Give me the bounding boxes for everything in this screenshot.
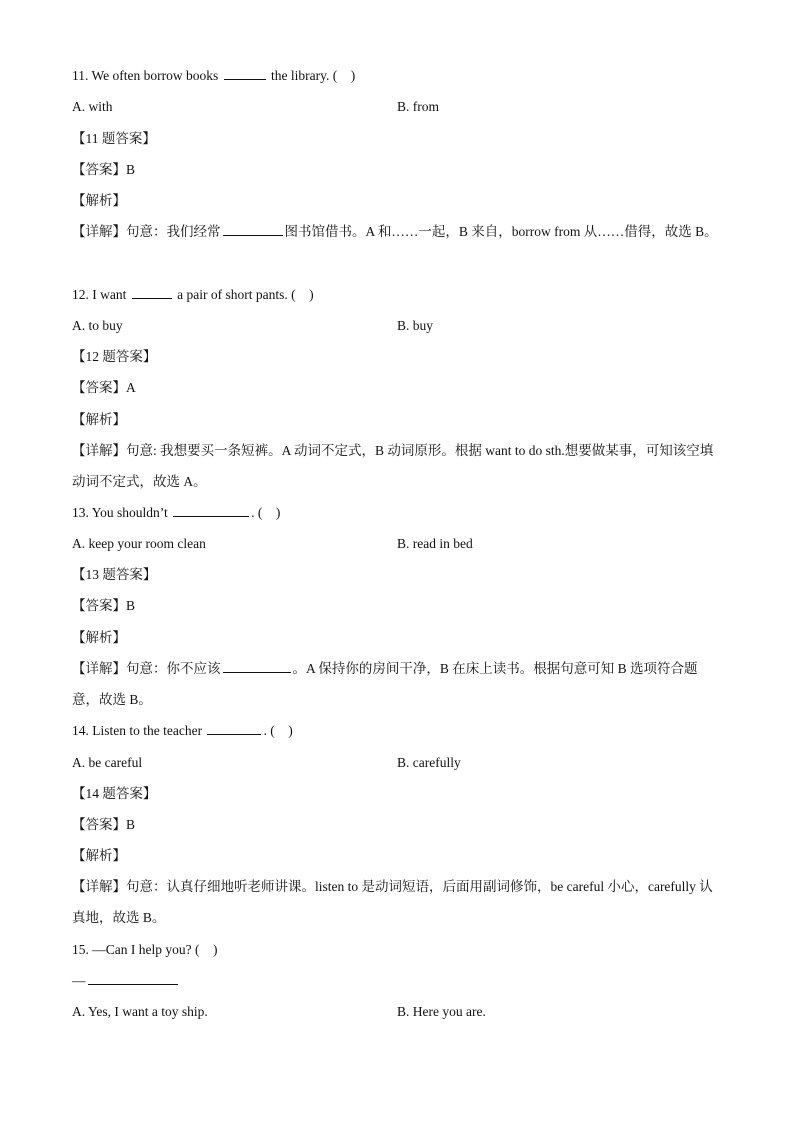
question-12-answer: 【答案】A <box>72 380 136 395</box>
question-14-option-a: A. be careful <box>72 755 143 770</box>
question-14-stem: 14. Listen to the teacher . ( ) <box>72 723 293 738</box>
question-13-stem: 13. You shouldn’t . ( ) <box>72 505 281 520</box>
answer-blank <box>223 223 283 236</box>
answer-blank <box>224 67 266 80</box>
question-12-analysis-label: 【解析】 <box>72 412 126 427</box>
question-15-stem: 15. —Can I help you? ( ) <box>72 942 218 957</box>
question-15-option-a: A. Yes, I want a toy ship. <box>72 1004 208 1019</box>
question-14-detail: 【详解】句意：认真仔细地听老师讲课。listen to 是动词短语，后面用副词修饰，be careful 小心，carefully 认真地，故选 B。 <box>72 879 713 925</box>
question-12-stem: 12. I want a pair of short pants. ( ) <box>72 287 314 302</box>
question-13-detail: 【详解】句意：你不应该 。A 保持你的房间干净，B 在床上读书。根据句意可知 B 选项符合题意，故选 B。 <box>72 661 698 707</box>
question-14-option-b: B. carefully <box>397 755 461 770</box>
question-13-analysis-label: 【解析】 <box>72 630 126 645</box>
answer-blank <box>207 722 261 735</box>
question-11-detail: 【详解】句意：我们经常 图书馆借书。A 和……一起，B 来自，borrow from 从……借得，故选 B。 <box>72 224 718 239</box>
question-15-option-b: B. Here you are. <box>397 1004 486 1019</box>
answer-blank <box>223 660 291 673</box>
question-12-answer-heading: 【12 题答案】 <box>72 349 157 364</box>
answer-blank <box>88 972 178 985</box>
question-14-analysis-label: 【解析】 <box>72 848 126 863</box>
question-12-detail: 【详解】句意: 我想要买一条短裤。A 动词不定式，B 动词原形。根据 want to do sth.想要做某事，可知该空填动词不定式，故选 A。 <box>72 443 714 489</box>
question-13-answer-heading: 【13 题答案】 <box>72 567 157 582</box>
answer-blank <box>173 504 249 517</box>
question-12-option-a: A. to buy <box>72 318 123 333</box>
question-14-answer: 【答案】B <box>72 817 136 832</box>
question-13-option-b: B. read in bed <box>397 536 473 551</box>
question-13-option-a: A. keep your room clean <box>72 536 206 551</box>
question-12-option-b: B. buy <box>397 318 434 333</box>
question-15-reply-line: — <box>72 972 180 990</box>
question-14-answer-heading: 【14 题答案】 <box>72 786 157 801</box>
question-11-option-b: B. from <box>397 99 439 114</box>
question-11-option-a: A. with <box>72 99 113 114</box>
question-11-answer-heading: 【11 题答案】 <box>72 131 156 146</box>
question-11-analysis-label: 【解析】 <box>72 193 126 208</box>
question-11-stem: 11. We often borrow books the library. ( ) <box>72 68 356 83</box>
answer-blank <box>132 286 172 299</box>
question-11-answer: 【答案】B <box>72 162 136 177</box>
question-13-answer: 【答案】B <box>72 598 136 613</box>
